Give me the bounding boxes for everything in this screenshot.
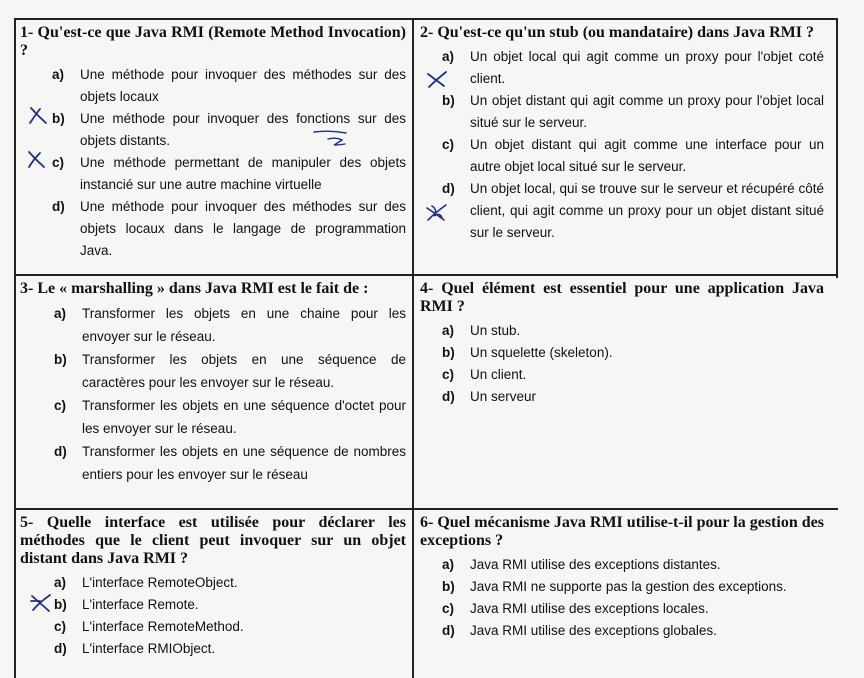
option-text: Java RMI utilise des exceptions globales. <box>470 623 717 638</box>
pen-cross-mark-q1b <box>28 106 50 126</box>
option-label: b) <box>52 111 65 126</box>
question-6-option-c <box>420 598 824 620</box>
question-2-option-b <box>420 90 824 134</box>
option-label: b) <box>442 345 455 360</box>
option-text: L'interface RemoteObject. <box>82 575 238 590</box>
option-text: Transformer les objets en une chaine pour les envoyer sur le réseau. <box>82 306 406 344</box>
option-label: c) <box>442 137 455 152</box>
question-4-title: 4- Quel élément est essentiel pour une application Java RMI ? <box>420 280 824 315</box>
option-text: Une méthode permettant de manipuler des objets instancié sur une autre machine virtuelle <box>80 155 406 192</box>
option-label: c) <box>54 398 67 413</box>
question-2-option-c <box>420 134 824 178</box>
option-label: d) <box>52 199 65 214</box>
option-label: a) <box>54 575 67 590</box>
question-1-title: 1- Qu'est-ce que Java RMI (Remote Method Invocation) ? <box>20 24 406 59</box>
table-border-top <box>14 18 838 20</box>
option-label: a) <box>442 323 455 338</box>
option-text: Un objet distant qui agit comme une interface pour un autre objet local situé sur le serveur. <box>470 137 824 174</box>
question-6 <box>420 514 824 642</box>
option-text: L'interface Remote. <box>82 597 199 612</box>
option-label: a) <box>54 306 67 321</box>
question-1-option-c <box>20 152 406 196</box>
option-label: c) <box>54 619 67 634</box>
row-divider-2 <box>14 508 838 510</box>
option-label: b) <box>442 579 455 594</box>
question-2-option-d <box>420 178 824 244</box>
option-label: d) <box>54 641 67 656</box>
option-text: Un stub. <box>470 323 521 338</box>
question-2 <box>420 24 824 244</box>
question-4-option-d <box>420 386 824 408</box>
question-3-option-d <box>20 440 406 486</box>
table-border-left <box>14 18 16 678</box>
question-5-option-d <box>20 638 406 660</box>
option-text: L'interface RMIObject. <box>82 641 216 656</box>
question-2-title: 2- Qu'est-ce qu'un stub (ou mandataire) dans Java RMI ? <box>420 24 814 41</box>
question-2-option-a <box>420 46 824 90</box>
question-6-option-b <box>420 576 824 598</box>
pen-underline-mark <box>312 129 360 149</box>
option-text: Une méthode pour invoquer des fonctions sur des objets distants. <box>80 111 406 148</box>
option-label: c) <box>52 155 65 170</box>
option-label: a) <box>442 49 455 64</box>
option-text: Transformer les objets en une séquence d'octet pour les envoyer sur le réseau. <box>82 398 406 436</box>
pen-cross-mark-q5b <box>30 592 54 614</box>
question-6-title: 6- Quel mécanisme Java RMI utilise-t-il pour la gestion des exceptions ? <box>420 514 824 549</box>
option-label: c) <box>442 601 455 616</box>
question-4-option-c <box>420 364 824 386</box>
option-text: Un objet local qui agit comme un proxy pour l'objet coté client. <box>470 49 824 86</box>
question-5 <box>20 514 406 660</box>
question-1-option-d <box>20 196 406 262</box>
option-label: b) <box>54 352 67 367</box>
question-6-option-a <box>420 554 824 576</box>
question-3-option-b <box>20 348 406 394</box>
option-text: Un objet local, qui se trouve sur le serveur et récupéré côté client, qui agit comme un proxy pour un objet distant situé sur le serveur. <box>470 181 824 240</box>
option-label: c) <box>442 367 455 382</box>
option-text: Un client. <box>470 367 527 382</box>
option-text: Java RMI utilise des exceptions locales. <box>470 601 709 616</box>
pen-cross-mark-q2a <box>426 68 450 90</box>
option-label: d) <box>442 389 455 404</box>
question-5-title: 5- Quelle interface est utilisée pour déclarer les méthodes que le client peut invoquer sur un objet distant dans Java RMI ? <box>20 514 406 567</box>
option-text: Une méthode pour invoquer des méthodes sur des objets locaux dans le langage de programmation Java. <box>80 199 406 258</box>
option-text: Transformer les objets en une séquence de caractères pour les envoyer sur le réseau. <box>82 352 406 390</box>
option-text: Java RMI utilise des exceptions distantes. <box>470 557 721 572</box>
pen-cross-mark-q1c <box>26 150 48 170</box>
pen-scribble-mark-q2d <box>424 200 450 224</box>
option-text: Transformer les objets en une séquence de nombres entiers pour les envoyer sur le réseau <box>82 444 406 482</box>
question-6-option-d <box>420 620 824 642</box>
row-divider-1 <box>14 274 838 276</box>
option-label: a) <box>52 67 65 82</box>
question-4-option-b <box>420 342 824 364</box>
question-3 <box>20 280 406 486</box>
question-3-title: 3- Le « marshalling » dans Java RMI est le fait de : <box>20 280 369 297</box>
question-5-option-a <box>20 572 406 594</box>
column-divider <box>412 18 414 678</box>
option-text: Un squelette (skeleton). <box>470 345 613 360</box>
option-text: Une méthode pour invoquer des méthodes sur des objets locaux <box>80 67 406 104</box>
option-label: d) <box>442 181 455 196</box>
option-label: b) <box>54 597 67 612</box>
question-1-option-a <box>20 64 406 108</box>
option-label: a) <box>442 557 455 572</box>
option-text: Un serveur <box>470 389 537 404</box>
quiz-sheet <box>14 18 838 678</box>
option-label: b) <box>442 93 455 108</box>
question-4 <box>420 280 824 408</box>
question-5-option-c <box>20 616 406 638</box>
question-3-option-c <box>20 394 406 440</box>
question-3-option-a <box>20 302 406 348</box>
question-5-option-b <box>20 594 406 616</box>
option-text: Un objet distant qui agit comme un proxy pour l'objet local situé sur le serveur. <box>470 93 824 130</box>
option-label: d) <box>442 623 455 638</box>
option-text: L'interface RemoteMethod. <box>82 619 244 634</box>
question-4-option-a <box>420 320 824 342</box>
option-label: d) <box>54 444 67 459</box>
option-text: Java RMI ne supporte pas la gestion des exceptions. <box>470 579 787 594</box>
table-border-right <box>836 18 838 278</box>
